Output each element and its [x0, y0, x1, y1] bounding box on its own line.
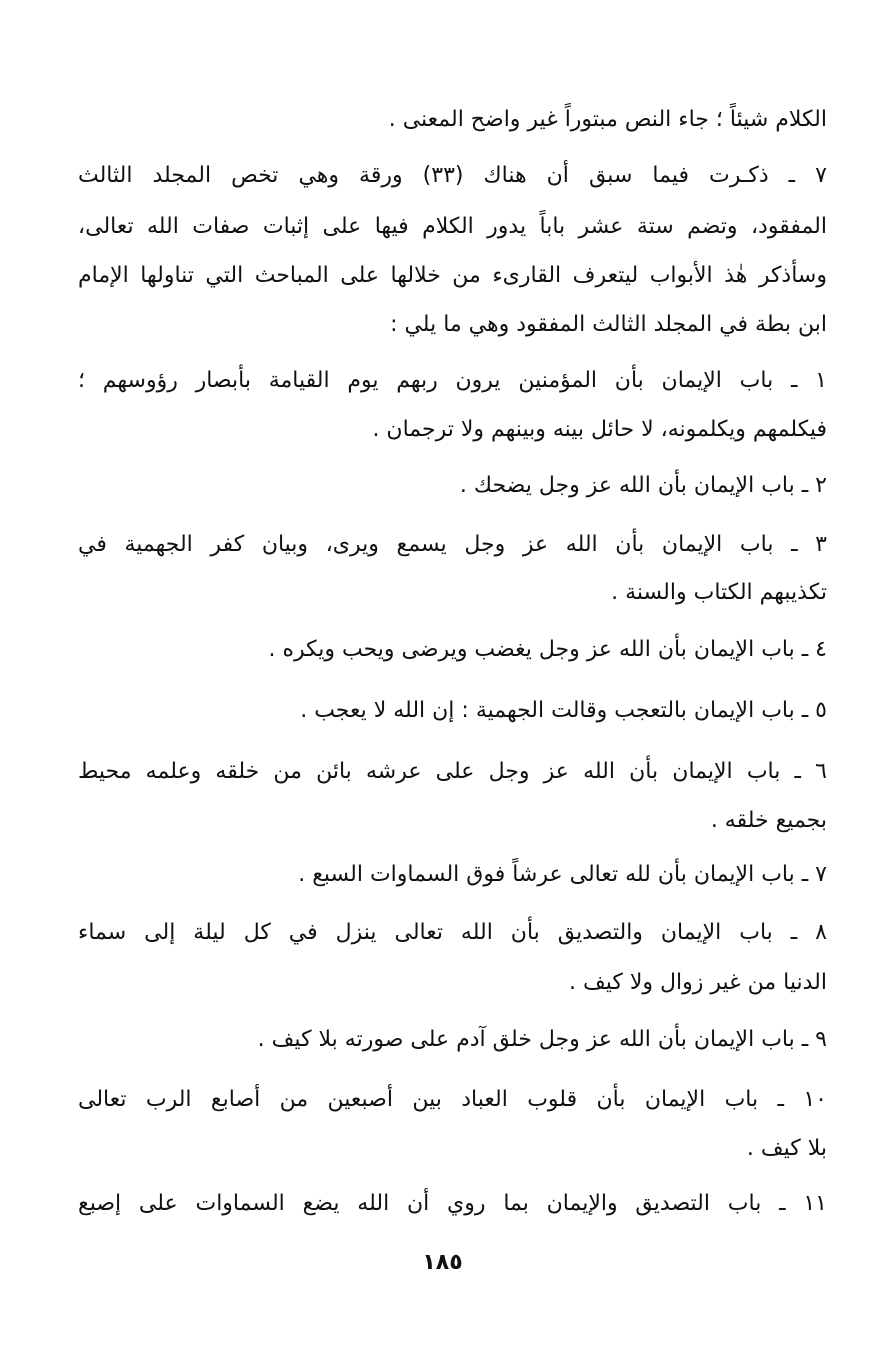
text-line-16: ٨ ـ باب الإيمان والتصديق بأن الله تعالى ينزل في كل ليلة إلى سماء	[78, 920, 827, 945]
text-line-4: وسأذكر هٰذ الأبواب ليتعرف القارىء من خلالها على المباحث التي تناولها الإمام	[78, 263, 827, 288]
text-line-19: ١٠ ـ باب الإيمان بأن قلوب العباد بين أصبعين من أصابع الرب تعالى	[78, 1087, 827, 1112]
text-line-10: تكذيبهم الكتاب والسنة .	[611, 580, 827, 605]
text-line-2: ٧ ـ ذكـرت فيما سبق أن هناك (٣٣) ورقة وهي تخص المجلد الثالث	[78, 163, 827, 188]
text-line-21: ١١ ـ باب التصديق والإيمان بما روي أن الله يضع السماوات على إصبع	[78, 1191, 827, 1216]
text-line-14: بجميع خلقه .	[710, 808, 827, 833]
text-line-1: الكلام شيئاً ؛ جاء النص مبتوراً غير واضح المعنى .	[388, 107, 827, 132]
text-line-18: ٩ ـ باب الإيمان بأن الله عز وجل خلق آدم على صورته بلا كيف .	[257, 1027, 827, 1052]
text-line-11: ٤ ـ باب الإيمان بأن الله عز وجل يغضب ويرضى ويحب ويكره .	[268, 637, 827, 662]
text-line-7: فيكلمهم ويكلمونه، لا حائل بينه وبينهم ولا ترجمان .	[372, 417, 827, 442]
text-line-17: الدنيا من غير زوال ولا كيف .	[569, 970, 827, 995]
text-line-6: ١ ـ باب الإيمان بأن المؤمنين يرون ربهم يوم القيامة بأبصار رؤوسهم ؛	[78, 368, 827, 393]
text-line-8: ٢ ـ باب الإيمان بأن الله عز وجل يضحك .	[459, 473, 827, 498]
page-number: ١٨٥	[422, 1250, 463, 1275]
text-line-15: ٧ ـ باب الإيمان بأن لله تعالى عرشاً فوق السماوات السبع .	[298, 862, 827, 887]
text-line-20: بلا كيف .	[746, 1136, 827, 1161]
text-line-5: ابن بطة في المجلد الثالث المفقود وهي ما يلي :	[390, 312, 827, 337]
text-line-12: ٥ ـ باب الإيمان بالتعجب وقالت الجهمية : إن الله لا يعجب .	[300, 698, 827, 723]
text-line-3: المفقود، وتضم ستة عشر باباً يدور الكلام فيها على إثبات صفات الله تعالى،	[78, 214, 827, 239]
text-line-13: ٦ ـ باب الإيمان بأن الله عز وجل على عرشه بائن من خلقه وعلمه محيط	[78, 759, 827, 784]
text-line-9: ٣ ـ باب الإيمان بأن الله عز وجل يسمع ويرى، وبيان كفر الجهمية في	[78, 532, 827, 557]
